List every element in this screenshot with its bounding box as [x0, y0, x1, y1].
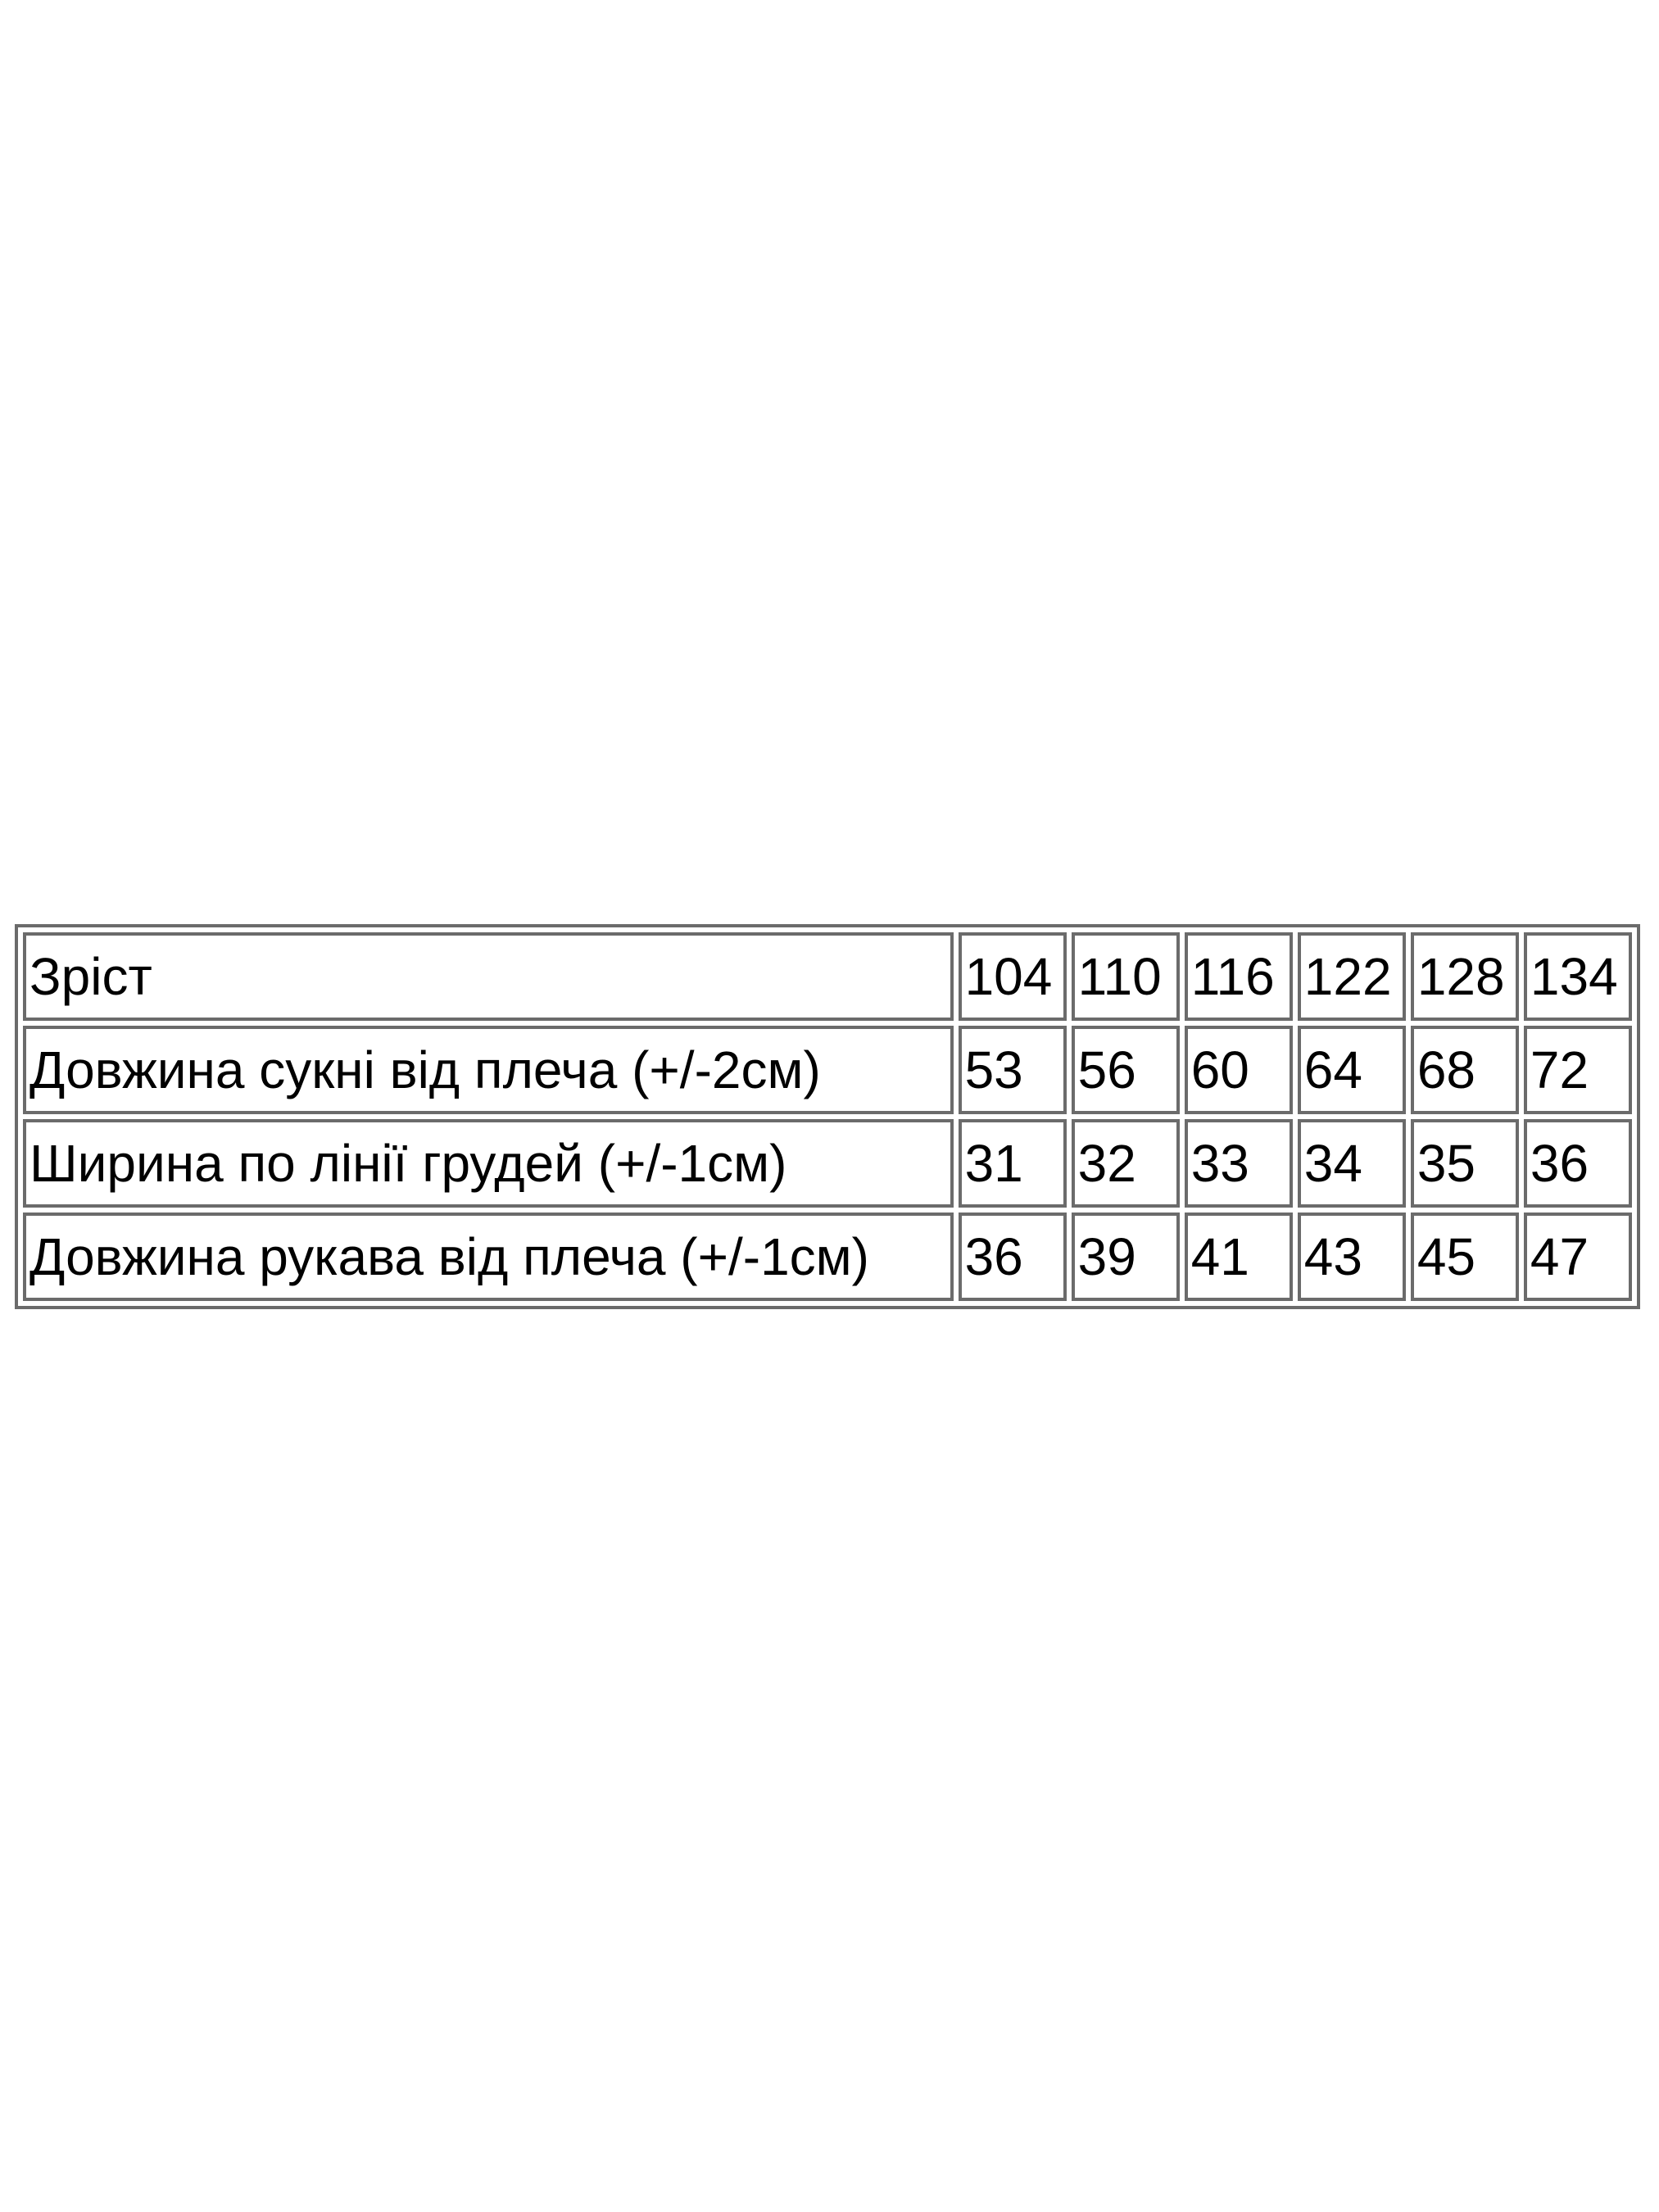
size-chart [15, 924, 1640, 1309]
value-cell: 34 [1298, 1119, 1406, 1208]
value-cell: 31 [959, 1119, 1067, 1208]
table-row-header [23, 932, 1632, 1021]
value-cell: 128 [1411, 932, 1519, 1021]
value-cell: 33 [1185, 1119, 1293, 1208]
value-cell: 53 [959, 1026, 1067, 1114]
row-label-cell: Зріст [23, 932, 954, 1021]
value-cell: 36 [959, 1213, 1067, 1301]
value-cell: 43 [1298, 1213, 1406, 1301]
value-cell: 122 [1298, 932, 1406, 1021]
value-cell: 110 [1072, 932, 1180, 1021]
row-label-cell: Ширина по лінії грудей (+/-1см) [23, 1119, 954, 1208]
value-cell: 64 [1298, 1026, 1406, 1114]
value-cell: 116 [1185, 932, 1293, 1021]
row-label-cell: Довжина рукава від плеча (+/-1см) [23, 1213, 954, 1301]
value-cell: 32 [1072, 1119, 1180, 1208]
size-table [15, 924, 1640, 1309]
value-cell: 36 [1524, 1119, 1632, 1208]
value-cell: 72 [1524, 1026, 1632, 1114]
value-cell: 60 [1185, 1026, 1293, 1114]
table-row [23, 1119, 1632, 1208]
value-cell: 104 [959, 932, 1067, 1021]
row-label-cell: Довжина сукні від плеча (+/-2см) [23, 1026, 954, 1114]
table-row [23, 1026, 1632, 1114]
value-cell: 47 [1524, 1213, 1632, 1301]
value-cell: 39 [1072, 1213, 1180, 1301]
value-cell: 68 [1411, 1026, 1519, 1114]
value-cell: 134 [1524, 932, 1632, 1021]
value-cell: 56 [1072, 1026, 1180, 1114]
value-cell: 35 [1411, 1119, 1519, 1208]
value-cell: 45 [1411, 1213, 1519, 1301]
value-cell: 41 [1185, 1213, 1293, 1301]
table-row [23, 1213, 1632, 1301]
